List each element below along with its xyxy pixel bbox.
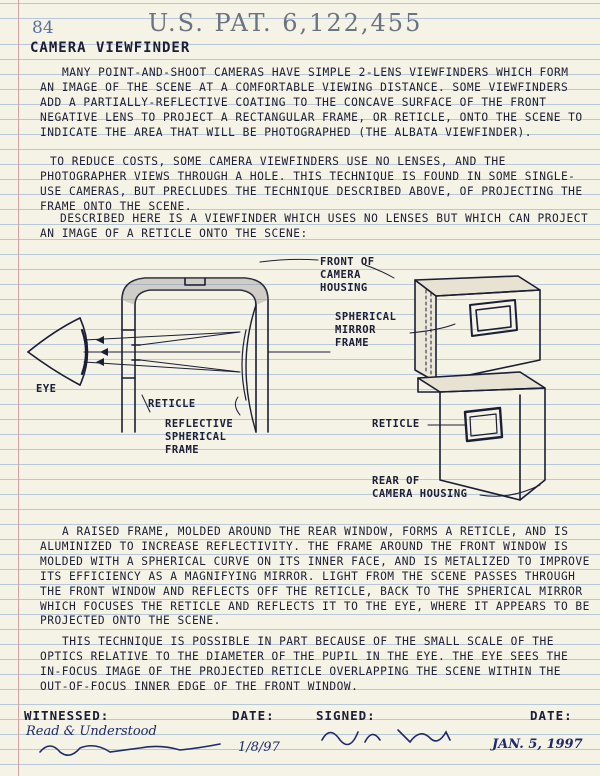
label-front-of-camera-housing: FRONT OF CAMERA HOUSING bbox=[320, 256, 375, 294]
paragraph-5: THIS TECHNIQUE IS POSSIBLE IN PART BECAUSE OF THE SMALL SCALE OF THE OPTICS RELATIVE TO THE DIAMETER OF THE PUPIL IN THE EYE. THE EYE SEES THE IN-FOCUS IMAGE OF THE PROJECTED RETICLE OVERLAPPING THE SCENE WITHIN THE OUT-OF-FOCUS INNER EDGE OF THE FRONT WINDOW. bbox=[40, 635, 569, 693]
date-label-signer: DATE: bbox=[530, 708, 573, 723]
signed-date: JAN. 5, 1997 bbox=[492, 737, 583, 752]
page-number: 84 bbox=[32, 18, 54, 38]
paragraph-4: A RAISED FRAME, MOLDED AROUND THE REAR WINDOW, FORMS A RETICLE, AND IS ALUMINIZED TO INCREASE REFLECTIVITY. THE FRAME AROUND THE FRONT WINDOW IS MOLDED WITH A SPHERICAL CURVE ON ITS INNER FACE, AND IS METALIZED TO IMPROVE ITS EFFICIENCY AS A MAGNIFYING MIRROR. LIGHT FROM THE SCENE PASSES THROUGH THE FRONT WINDOW AND REFLECTS OFF THE RETICLE, BACK TO THE SPHERICAL MIRROR WHICH FOCUSES THE RETICLE AND REFLECTS IT TO THE EYE, WHERE IT APPEARS TO BE PROJECTED ONTO THE SCENE. bbox=[40, 525, 590, 628]
witnessed-label: WITNESSED: bbox=[24, 708, 110, 723]
section-title: CAMERA VIEWFINDER bbox=[30, 40, 191, 56]
paragraph-1: MANY POINT-AND-SHOOT CAMERAS HAVE SIMPLE 2-LENS VIEWFINDERS WHICH FORM AN IMAGE OF THE SCENE AT A COMFORTABLE VIEWING DISTANCE. SOME VIEWFINDERS ADD A PARTIALLY-REFLECTIVE COATING TO THE CONCAVE SURFACE OF THE FRONT NEGATIVE LENS TO PROJECT A RECTANGULAR FRAME, OR RETICLE, ONTO THE SCENE TO INDICATE THE AREA THAT WILL BE PHOTOGRAPHED (THE ALBATA VIEWFINDER). bbox=[40, 66, 583, 139]
label-eye: EYE bbox=[36, 383, 57, 395]
label-reflective-spherical-frame: REFLECTIVE SPHERICAL FRAME bbox=[165, 418, 234, 456]
paragraph-3: DESCRIBED HERE IS A VIEWFINDER WHICH USES NO LENSES BUT WHICH CAN PROJECT AN IMAGE OF A RETICLE ONTO THE SCENE: bbox=[40, 212, 589, 240]
label-rear-of-camera-housing: REAR OF CAMERA HOUSING bbox=[372, 475, 468, 500]
witness-note: Read & Understood bbox=[26, 724, 157, 739]
witness-signature-scrawl bbox=[40, 744, 220, 755]
label-spherical-mirror-frame: SPHERICAL MIRROR FRAME bbox=[335, 311, 397, 349]
paragraph-2: TO REDUCE COSTS, SOME CAMERA VIEWFINDERS USE NO LENSES, AND THE PHOTOGRAPHER VIEWS THROUGH A HOLE. THIS TECHNIQUE IS FOUND IN SOME SINGLE-USE CAMERAS, BUT PRECLUDES THE TECHNIQUE DESCRIBED ABOVE, OF PROJECTING THE FRAME ONTO THE SCENE. bbox=[40, 155, 583, 213]
signer-signature-scrawl bbox=[322, 730, 450, 745]
signed-label: SIGNED: bbox=[316, 708, 376, 723]
witness-date: 1/8/97 bbox=[238, 740, 280, 755]
date-label-witness: DATE: bbox=[232, 708, 275, 723]
patent-number-heading: U.S. PAT. 6,122,455 bbox=[148, 9, 423, 37]
label-reticle-right: RETICLE bbox=[372, 418, 420, 430]
label-reticle-left: RETICLE bbox=[148, 398, 196, 410]
